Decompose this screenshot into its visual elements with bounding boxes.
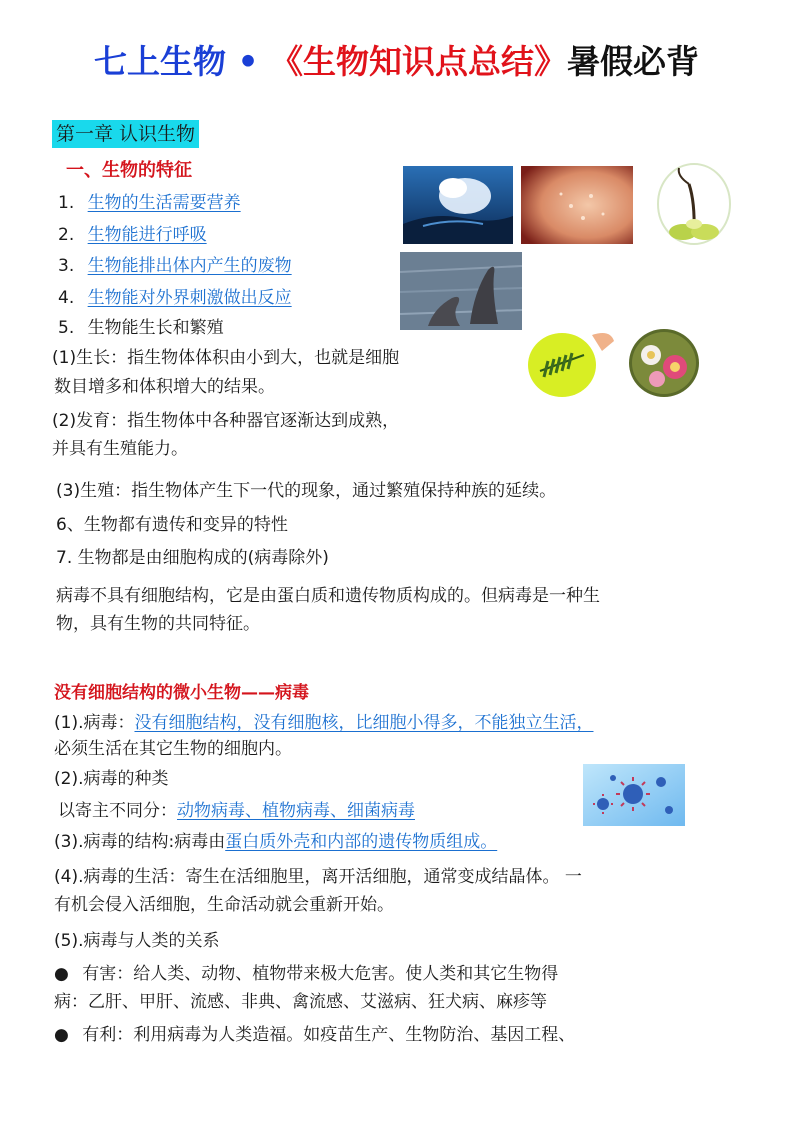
list-item: 3. 生物能排出体内产生的废物	[58, 256, 292, 276]
development-line-1: (2)发育：指生物体中各种器官逐渐达到成熟，	[52, 411, 400, 431]
harm-line-1: ● 有害：给人类、动物、植物带来极大危害。使人类和其它生物得	[54, 964, 559, 984]
chapter-heading: 第一章 认识生物	[52, 120, 199, 148]
title-subject: 七上生物 •	[93, 42, 271, 81]
section2-heading: 没有细胞结构的微小生物——病毒	[54, 683, 309, 703]
list-item: 4. 生物能对外界刺激做出反应	[58, 288, 292, 308]
benefit-line-1: ● 有利：利用病毒为人类造福。如疫苗生产、生物防治、基因工程、	[54, 1025, 576, 1045]
dolphin-photo	[400, 252, 522, 330]
virus-human-heading: (5).病毒与人类的关系	[54, 931, 220, 951]
section1-heading: 一、生物的特征	[66, 160, 192, 181]
development-line-2: 并具有生殖能力。	[52, 439, 188, 459]
growth-line-1: (1)生长：指生物体体积由小到大，也就是细胞	[52, 348, 400, 368]
list-item: 5. 生物能生长和繁殖	[58, 318, 224, 338]
virus-structure-line: (3).病毒的结构:病毒由蛋白质外壳和内部的遗传物质组成。	[54, 832, 498, 852]
page-title	[0, 40, 793, 84]
virus-photo	[583, 764, 685, 826]
bullet-icon: ●	[54, 964, 69, 984]
title-tag: 暑假必背	[567, 42, 700, 81]
seedling-photo	[655, 162, 733, 246]
list-item: 2. 生物能进行呼吸	[58, 225, 207, 245]
virus-types-heading: (2).病毒的种类	[54, 769, 169, 789]
heredity-line: 6、生物都有遗传和变异的特性	[56, 515, 288, 535]
virus-definition-line-1: (1).病毒：没有细胞结构，没有细胞核，比细胞小得多，不能独立生活，	[54, 713, 594, 733]
virus-types-line: 以寄主不同分：动物病毒、植物病毒、细菌病毒	[58, 801, 415, 821]
list-item: 1. 生物的生活需要营养	[58, 193, 241, 213]
title-book: 《生物知识点总结》	[270, 42, 568, 81]
harm-line-2: 病：乙肝、甲肝、流感、非典、禽流感、艾滋病、狂犬病、麻疹等	[54, 992, 547, 1012]
virus-life-line-1: (4).病毒的生活：寄生在活细胞里，离开活细胞，通常变成结晶体。 一	[54, 867, 582, 887]
growth-line-2: 数目增多和体积增大的结果。	[54, 377, 275, 397]
flower-photo	[627, 327, 701, 399]
mimosa-photo	[526, 327, 620, 397]
virus-life-line-2: 有机会侵入活细胞，生命活动就会重新开始。	[54, 895, 394, 915]
reproduction-line: (3)生殖：指生物体产生下一代的现象，通过繁殖保持种族的延续。	[56, 481, 557, 501]
cell-line: 7. 生物都是由细胞构成的(病毒除外)	[56, 548, 329, 568]
bullet-icon: ●	[54, 1025, 69, 1045]
virus-definition-line-2: 必须生活在其它生物的细胞内。	[54, 739, 292, 759]
whale-photo	[403, 166, 513, 244]
virus-note-line-2: 物，具有生物的共同特征。	[56, 614, 260, 634]
virus-note-line-1: 病毒不具有细胞结构，它是由蛋白质和遗传物质构成的。但病毒是一种生	[56, 586, 600, 606]
skin-photo	[521, 166, 633, 244]
